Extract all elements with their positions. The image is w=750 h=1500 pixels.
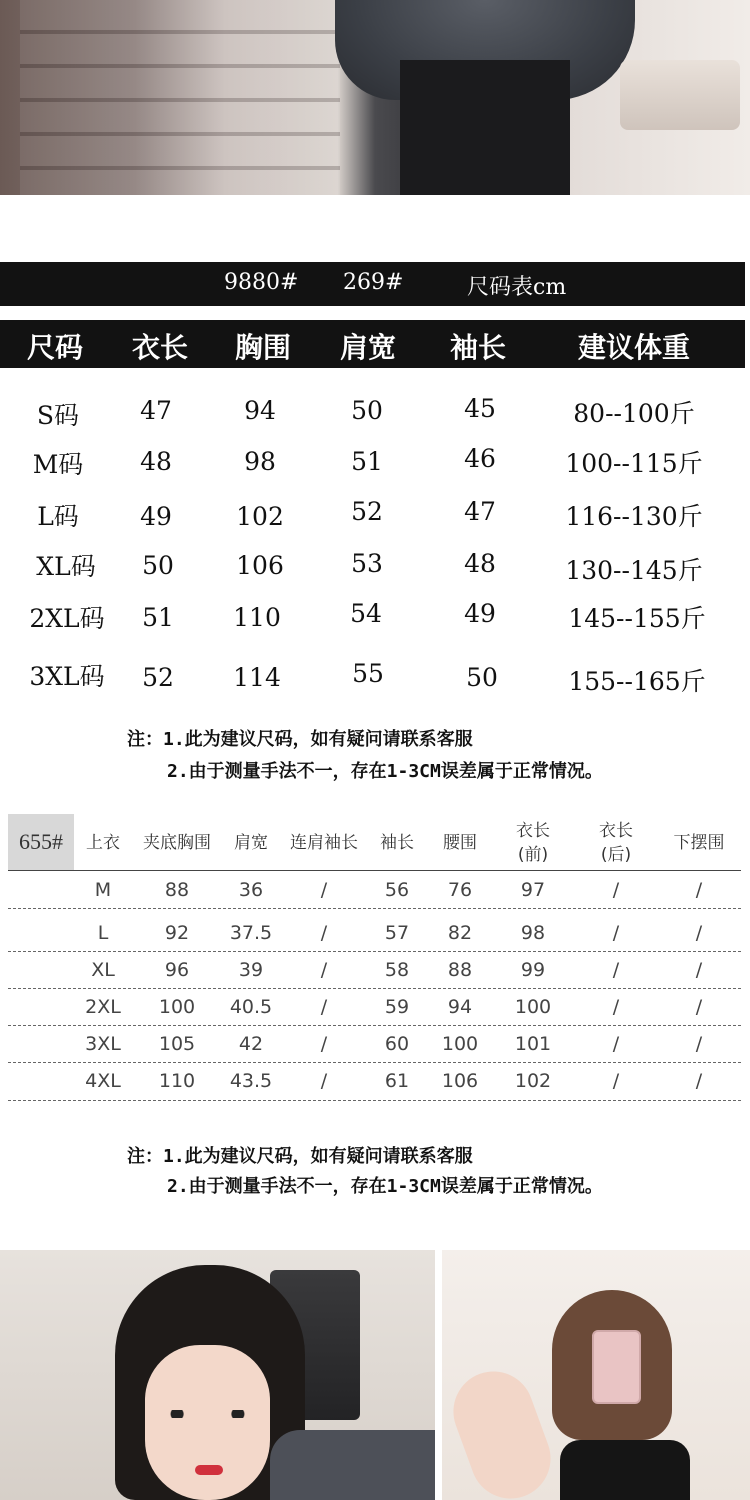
col-length-back-label: 衣长 (599, 821, 633, 841)
row-length-back: / (612, 996, 620, 1018)
col-raglan-sleeve: 连肩袖长 (290, 833, 358, 853)
row-divider (8, 951, 741, 952)
note-line-2: 2.由于测量手法不一，存在1-3CM误差属于正常情况。 (167, 761, 603, 782)
row-length-front: 100 (514, 996, 552, 1018)
row-weight: 145--155斤 (568, 604, 706, 633)
row-length-front: 102 (514, 1070, 552, 1092)
row-sleeve: 50 (466, 663, 498, 692)
row-sleeve: 57 (384, 922, 410, 944)
phone (592, 1330, 641, 1404)
row-sleeve: 45 (464, 394, 496, 423)
size-chart-code-bar (0, 262, 745, 306)
style-code-655: 655# (8, 814, 74, 870)
col-sleeve: 袖长 (449, 331, 507, 364)
row-length: 50 (142, 551, 174, 580)
row-size: XL (91, 959, 115, 981)
product-photo-top (0, 0, 750, 195)
col-length-front (516, 819, 550, 867)
row-waist: 76 (447, 879, 473, 901)
row-divider (8, 1025, 741, 1026)
row-length-back: / (612, 1070, 620, 1092)
row-hem: / (695, 959, 703, 981)
row-raglan-sleeve: / (320, 1070, 328, 1092)
row-length-front: 97 (520, 879, 546, 901)
row-raglan-sleeve: / (320, 959, 328, 981)
row-weight: 116--130斤 (565, 502, 703, 531)
col-top: 上衣 (86, 833, 120, 853)
row-bust: 114 (233, 663, 281, 692)
row-bust: 110 (158, 1070, 196, 1092)
row-sleeve: 60 (384, 1033, 410, 1055)
col-length-front-sub: (前) (517, 845, 549, 865)
row-bust: 102 (236, 502, 284, 531)
row-size: M码 (32, 450, 84, 479)
row-divider (8, 1062, 741, 1063)
row-shoulder: 51 (351, 447, 383, 476)
style-code-9880: 9880# (224, 270, 299, 295)
row-sleeve: 46 (464, 444, 496, 473)
row-bust: 98 (244, 447, 276, 476)
row-shoulder: 42 (238, 1033, 264, 1055)
col-size: 尺码 (26, 331, 84, 364)
row-raglan-sleeve: / (320, 922, 328, 944)
row-length-back: / (612, 879, 620, 901)
row-shoulder: 39 (238, 959, 264, 981)
row-bust: 105 (158, 1033, 196, 1055)
row-bust: 110 (233, 603, 281, 632)
col-underarm-bust: 夹底胸围 (143, 833, 211, 853)
row-length-front: 98 (520, 922, 546, 944)
row-shoulder: 37.5 (229, 922, 273, 944)
row-length-back: / (612, 1033, 620, 1055)
row-length-front: 99 (520, 959, 546, 981)
col-waist: 腰围 (443, 833, 477, 853)
row-size: 2XL码 (29, 604, 105, 633)
style-code-269: 269# (343, 270, 404, 295)
row-sleeve: 58 (384, 959, 410, 981)
row-bust: 88 (164, 879, 190, 901)
row-sleeve: 56 (384, 879, 410, 901)
model-arm (442, 1360, 562, 1500)
model-face (145, 1345, 270, 1500)
row-length: 51 (142, 603, 174, 632)
row-hem: / (695, 879, 703, 901)
note-line-1: 注：1.此为建议尺码，如有疑问请联系客服 (127, 729, 473, 750)
model-eyes (160, 1410, 255, 1418)
note2-line-1: 注：1.此为建议尺码，如有疑问请联系客服 (127, 1146, 473, 1167)
col-shoulder: 肩宽 (234, 833, 268, 853)
row-shoulder: 43.5 (229, 1070, 273, 1092)
row-size: M (94, 879, 112, 901)
size-chart-title: 尺码表cm (467, 275, 567, 300)
row-weight: 130--145斤 (565, 556, 703, 585)
row-shoulder: 40.5 (229, 996, 273, 1018)
col-weight: 建议体重 (577, 331, 691, 364)
row-size: S码 (36, 401, 80, 430)
note2-line-2: 2.由于测量手法不一，存在1-3CM误差属于正常情况。 (167, 1176, 603, 1197)
col-length-back-sub: (后) (600, 845, 632, 865)
row-shoulder: 54 (350, 599, 382, 628)
row-hem: / (695, 922, 703, 944)
col-shoulder: 肩宽 (339, 331, 397, 364)
denim-jacket (270, 1430, 435, 1500)
row-bust: 94 (244, 396, 276, 425)
row-weight: 80--100斤 (573, 399, 695, 428)
display-shelf (20, 0, 340, 195)
row-shoulder: 36 (238, 879, 264, 901)
row-size: L码 (37, 502, 79, 531)
row-waist: 82 (447, 922, 473, 944)
row-waist: 106 (441, 1070, 479, 1092)
row-waist: 100 (441, 1033, 479, 1055)
row-size: 4XL (85, 1070, 121, 1092)
col-bust: 胸围 (234, 331, 292, 364)
black-camisole (560, 1440, 690, 1500)
row-weight: 155--165斤 (568, 667, 706, 696)
col-length-front-label: 衣长 (516, 821, 550, 841)
row-sleeve: 47 (464, 497, 496, 526)
row-raglan-sleeve: / (320, 1033, 328, 1055)
model-lips (195, 1465, 223, 1475)
row-size: 2XL (85, 996, 121, 1018)
row-divider (8, 908, 741, 909)
row-raglan-sleeve: / (320, 879, 328, 901)
row-hem: / (695, 996, 703, 1018)
col-hem: 下摆围 (673, 833, 725, 853)
row-waist: 94 (447, 996, 473, 1018)
col-length-back (599, 819, 633, 867)
model-photo-left (0, 1250, 435, 1500)
row-waist: 88 (447, 959, 473, 981)
black-skirt (400, 60, 570, 195)
row-length: 47 (140, 396, 172, 425)
row-size: 3XL (85, 1033, 121, 1055)
background-vases (620, 60, 740, 130)
row-weight: 100--115斤 (565, 449, 703, 478)
model-photo-right (442, 1250, 750, 1500)
row-length-back: / (612, 959, 620, 981)
row-hem: / (695, 1070, 703, 1092)
row-bust: 100 (158, 996, 196, 1018)
row-length: 48 (140, 447, 172, 476)
row-hem: / (695, 1033, 703, 1055)
row-shoulder: 53 (351, 549, 383, 578)
row-bust: 92 (164, 922, 190, 944)
row-size: XL码 (36, 552, 96, 581)
row-sleeve: 49 (464, 599, 496, 628)
row-length-back: / (612, 922, 620, 944)
row-sleeve: 48 (464, 549, 496, 578)
size-chart-column-header (0, 320, 745, 368)
row-divider (8, 1100, 741, 1101)
row-size: 3XL码 (29, 662, 105, 691)
row-bust: 96 (164, 959, 190, 981)
row-sleeve: 59 (384, 996, 410, 1018)
row-sleeve: 61 (384, 1070, 410, 1092)
col-length: 衣长 (131, 331, 189, 364)
row-raglan-sleeve: / (320, 996, 328, 1018)
row-bust: 106 (236, 551, 284, 580)
row-shoulder: 52 (351, 497, 383, 526)
row-shoulder: 55 (352, 659, 384, 688)
row-length: 52 (142, 663, 174, 692)
row-size: L (97, 922, 109, 944)
row-divider (8, 988, 741, 989)
row-length: 49 (140, 502, 172, 531)
row-length-front: 101 (514, 1033, 552, 1055)
col-sleeve: 袖长 (380, 833, 414, 853)
row-shoulder: 50 (351, 396, 383, 425)
